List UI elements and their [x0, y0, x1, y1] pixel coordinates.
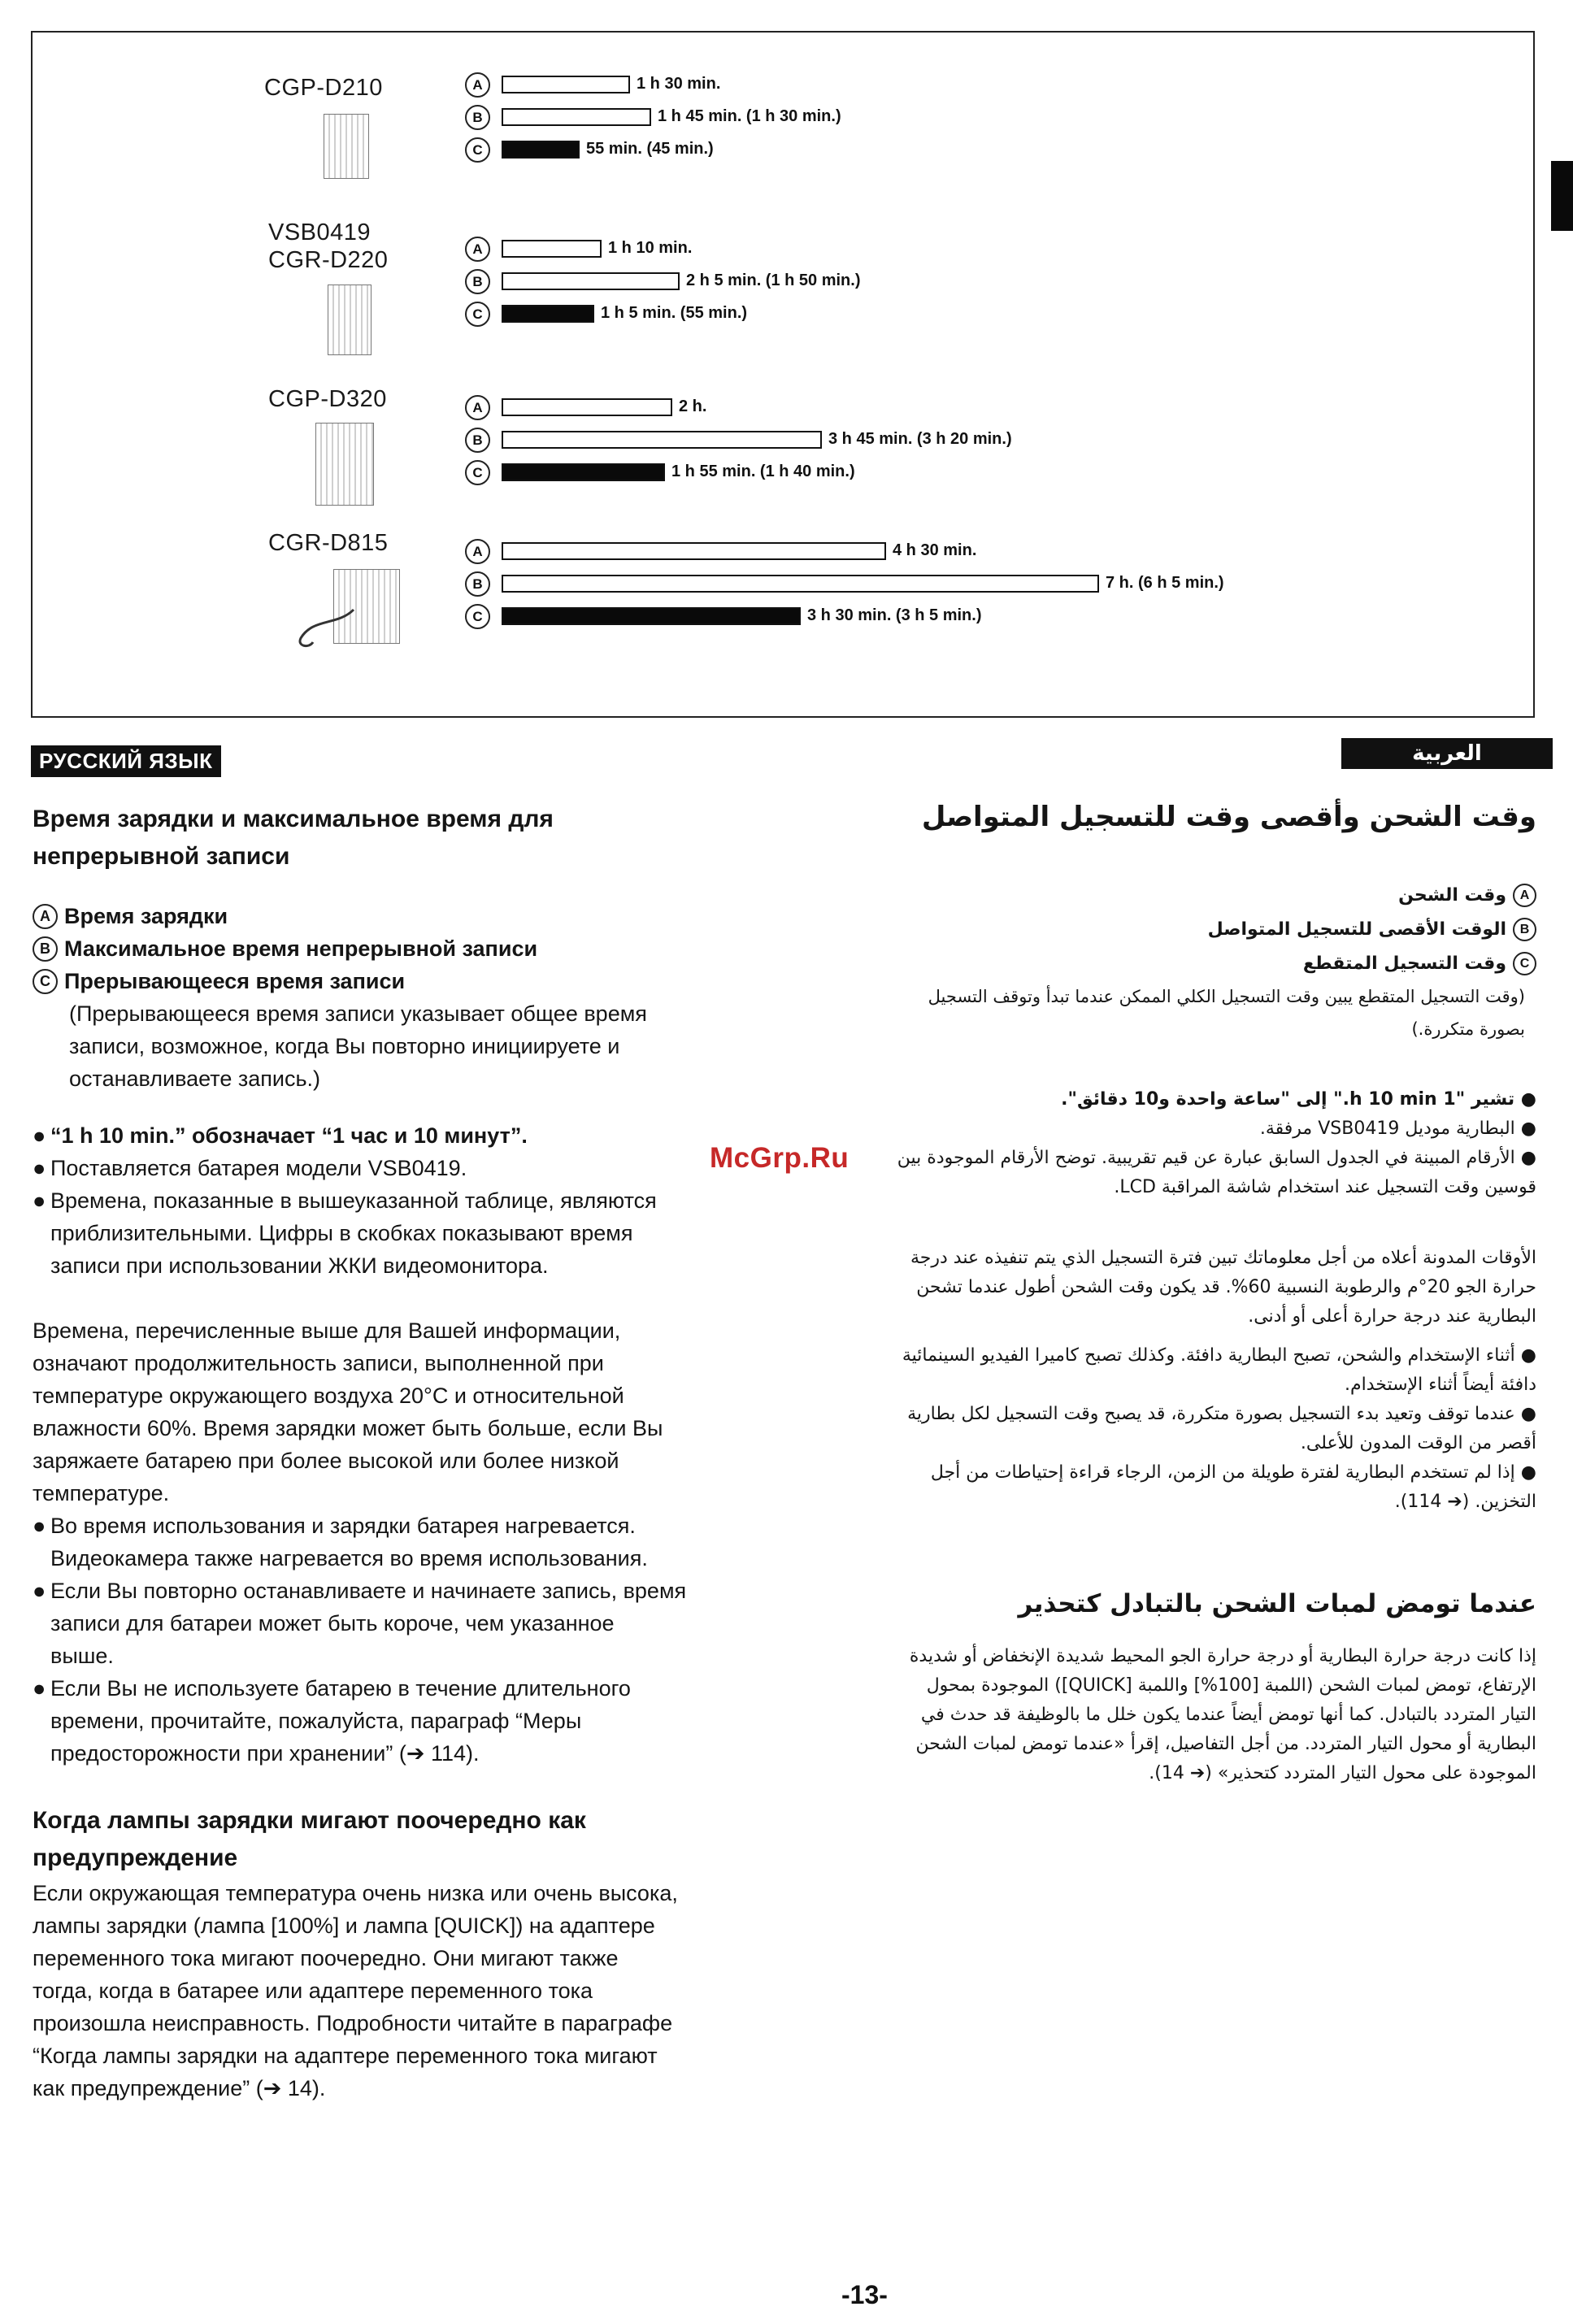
arabic-legend	[862, 878, 1536, 1045]
list-item: ● Если Вы повторно останавливаете и начинаете запись, время записи для батареи может быть короче, чем указанное выше.	[33, 1579, 687, 1668]
legend-item: A Время зарядки	[33, 900, 854, 932]
arabic-paragraph: الأوقات المدونة أعلاه من أجل معلوماتك تبين فترة التسجيل الذي يتم تنفيذه عند درجة حرارة الجو 20°م والرطوبة النسبية 60%. قد يكون وقت الشحن أطول عندما تشحن البطارية عند درجة حرارة أعلى أو أدنى.	[910, 1248, 1536, 1327]
time-bar	[502, 108, 651, 126]
time-bar	[502, 431, 822, 449]
time-bar-label: 1 h 10 min.	[608, 239, 693, 257]
circle-a-icon: A	[465, 237, 490, 262]
list-item: ● Времена, показанные в вышеуказанной таблице, являются приблизительными. Цифры в скобках показывают время записи при использовании ЖКИ видеомонитора.	[33, 1188, 657, 1278]
list-item: ● البطارية موديل VSB0419 مرفقة.	[1259, 1119, 1536, 1139]
list-item: ● Поставляется батарея модели VSB0419.	[33, 1156, 467, 1180]
page-number: -13-	[841, 2280, 888, 2309]
russian-section	[33, 801, 854, 2105]
list-item: ● أثناء الإستخدام والشحن، تصبح البطارية دافئة. وكذلك تصبح كاميرا الفيديو السينمائية دافئة أيضاً أثناء الإستخدام.	[902, 1345, 1536, 1395]
time-bar-label: 1 h 55 min. (1 h 40 min.)	[671, 463, 855, 480]
arabic-section-title: وقت الشحن وأقصى وقت للتسجيل المتواصل	[921, 801, 1536, 833]
model-label: CGP-D210	[264, 75, 383, 101]
arabic-bullets	[870, 1085, 1536, 1202]
legend-item: A وقت الشحن	[862, 878, 1536, 912]
circle-a-icon: A	[465, 395, 490, 420]
model-label: CGR-D220	[268, 247, 389, 273]
arabic-bullets-2	[870, 1341, 1536, 1517]
list-item: ● Если Вы не используете батарею в течение длительного времени, прочитайте, пожалуйста, параграф “Меры предосторожности при хранении” (➔ 114).	[33, 1676, 631, 1766]
time-bar	[502, 141, 580, 159]
list-item: ● “1 h 10 min.” обозначает “1 час и 10 минут”.	[33, 1123, 528, 1148]
time-bar	[502, 607, 801, 625]
time-bar-label: 1 h 45 min. (1 h 30 min.)	[658, 107, 841, 125]
list-item: ● Во время использования и зарядки батарея нагревается. Видеокамера также нагревается во время использования.	[33, 1514, 648, 1570]
model-label: CGP-D320	[268, 386, 387, 412]
circle-a-icon: A	[33, 904, 58, 929]
circle-a-icon: A	[465, 72, 490, 98]
watermark-text: McGrp.Ru	[710, 1142, 850, 1174]
time-bar	[502, 398, 672, 416]
circle-c-icon: C	[465, 302, 490, 327]
circle-c-icon: C	[33, 969, 58, 994]
legend-item: B الوقت الأقصى للتسجيل المتواصل	[862, 912, 1536, 946]
time-bar-label: 3 h 45 min. (3 h 20 min.)	[828, 430, 1012, 448]
russian-language-badge: РУССКИЙ ЯЗЫК	[31, 745, 221, 777]
time-bar	[502, 463, 665, 481]
circle-c-icon: C	[465, 604, 490, 629]
circle-b-icon: B	[465, 269, 490, 294]
section-tab-marker	[1551, 161, 1573, 231]
paragraph: Если окружающая температура очень низка или очень высока, лампы зарядки (лампа [100%] и лампа [QUICK]) на адаптере переменного тока мигают поочередно. Они мигают также тогда, когда в батарее или адаптере переменного тока произошла неисправность. Подробности читайте в параграфе “Когда лампы зарядки на адаптере переменного тока мигают как предупреждение” (➔ 14).	[33, 1881, 678, 2100]
time-bar-label: 2 h.	[679, 397, 707, 415]
model-label: CGR-D815	[268, 530, 389, 556]
section-heading: Когда лампы зарядки мигают поочередно как предупреждение	[33, 1807, 586, 1871]
time-bar-label: 1 h 5 min. (55 min.)	[601, 304, 748, 322]
circle-c-icon: C	[465, 137, 490, 163]
time-bar-label: 55 min. (45 min.)	[586, 140, 714, 158]
time-bar	[502, 542, 886, 560]
arabic-paragraph-2: إذا كانت درجة حرارة البطارية أو درجة حرارة الجو المحيط شديدة الإنخفاض أو شديدة الإرتفاع، تومض لمبات الشحن (اللمبة [100%] واللمبة [QUICK]) الموجودة بمحول التيار المتردد بالتبادل. كما أنها تومض أيضاً عندما يكون خلل ما بالوظيفة قد حدث في البطارية أو محول التيار المتردد. من أجل التفاصيل، إقرأ «عندما تومض لمبات الشحن الموجودة على محول التيار المتردد كتحذير» (➔ 14).	[909, 1646, 1536, 1783]
list-item: ● إذا لم تستخدم البطارية لفترة طويلة من الزمن، الرجاء قراءة إحتياطات من أجل التخزين. (➔ 114).	[930, 1462, 1536, 1512]
time-bar	[502, 575, 1099, 593]
time-bar-label: 3 h 30 min. (3 h 5 min.)	[807, 606, 982, 624]
list-item: ● عندما توقف وتعيد بدء التسجيل بصورة متكررة، قد يصبح وقت التسجيل لكل بطارية أقصر من الوقت المدون للأعلى.	[907, 1404, 1536, 1453]
circle-a-icon: A	[1513, 884, 1536, 907]
arabic-language-badge: العربية	[1341, 738, 1553, 769]
circle-b-icon: B	[1513, 918, 1536, 941]
circle-c-icon: C	[465, 460, 490, 485]
list-item: ● تشير "1 h 10 min." إلى "ساعة واحدة و10 دقائق".	[1061, 1089, 1536, 1110]
legend-item: B Максимальное время непрерывной записи	[33, 932, 854, 965]
time-bar-label: 1 h 30 min.	[637, 75, 721, 93]
circle-b-icon: B	[465, 571, 490, 597]
model-label: VSB0419	[268, 219, 372, 245]
circle-a-icon: A	[465, 539, 490, 564]
time-bar-label: 7 h. (6 h 5 min.)	[1106, 574, 1224, 592]
paragraph: Времена, перечисленные выше для Вашей информации, означают продолжительность записи, выполненной при температуре окружающего воздуха 20°C и относительной влажности 60%. Время зарядки может быть больше, если Вы заряжаете батарею при более высокой или более низкой температуре.	[33, 1318, 663, 1505]
circle-b-icon: B	[465, 428, 490, 453]
circle-b-icon: B	[33, 936, 58, 962]
legend-note: (وقت التسجيل المتقطع يبين وقت التسجيل الكلي الممكن عندما تبدأ وتوقف التسجيل بصورة متكررة.)	[928, 987, 1525, 1039]
legend-item: C وقت التسجيل المتقطع	[862, 946, 1536, 980]
list-item: ● الأرقام المبينة في الجدول السابق عبارة عن قيم تقريبية. توضح الأرقام الموجودة بين قوسين وقت التسجيل عند استخدام شاشة المراقبة LCD.	[897, 1148, 1536, 1197]
time-bar-label: 4 h 30 min.	[893, 541, 977, 559]
battery-cable-illustration	[289, 602, 362, 650]
circle-b-icon: B	[465, 105, 490, 130]
legend-item: C Прерывающееся время записи	[33, 965, 854, 997]
time-bar-label: 2 h 5 min. (1 h 50 min.)	[686, 271, 861, 289]
circle-c-icon: C	[1513, 952, 1536, 975]
time-bar	[502, 305, 594, 323]
section-title: Время зарядки и максимальное время для непрерывной записи	[33, 806, 554, 870]
battery-illustration	[315, 423, 374, 506]
time-bar	[502, 76, 630, 93]
battery-illustration	[328, 285, 372, 355]
time-bar	[502, 272, 680, 290]
arabic-section-heading: عندما تومض لمبات الشحن بالتبادل كتحذير	[1018, 1589, 1536, 1618]
battery-illustration	[324, 114, 369, 179]
time-bar	[502, 240, 602, 258]
legend-note: (Прерывающееся время записи указывает общее время записи, возможное, когда Вы повторно инициируете и останавливаете запись.)	[69, 1001, 647, 1091]
